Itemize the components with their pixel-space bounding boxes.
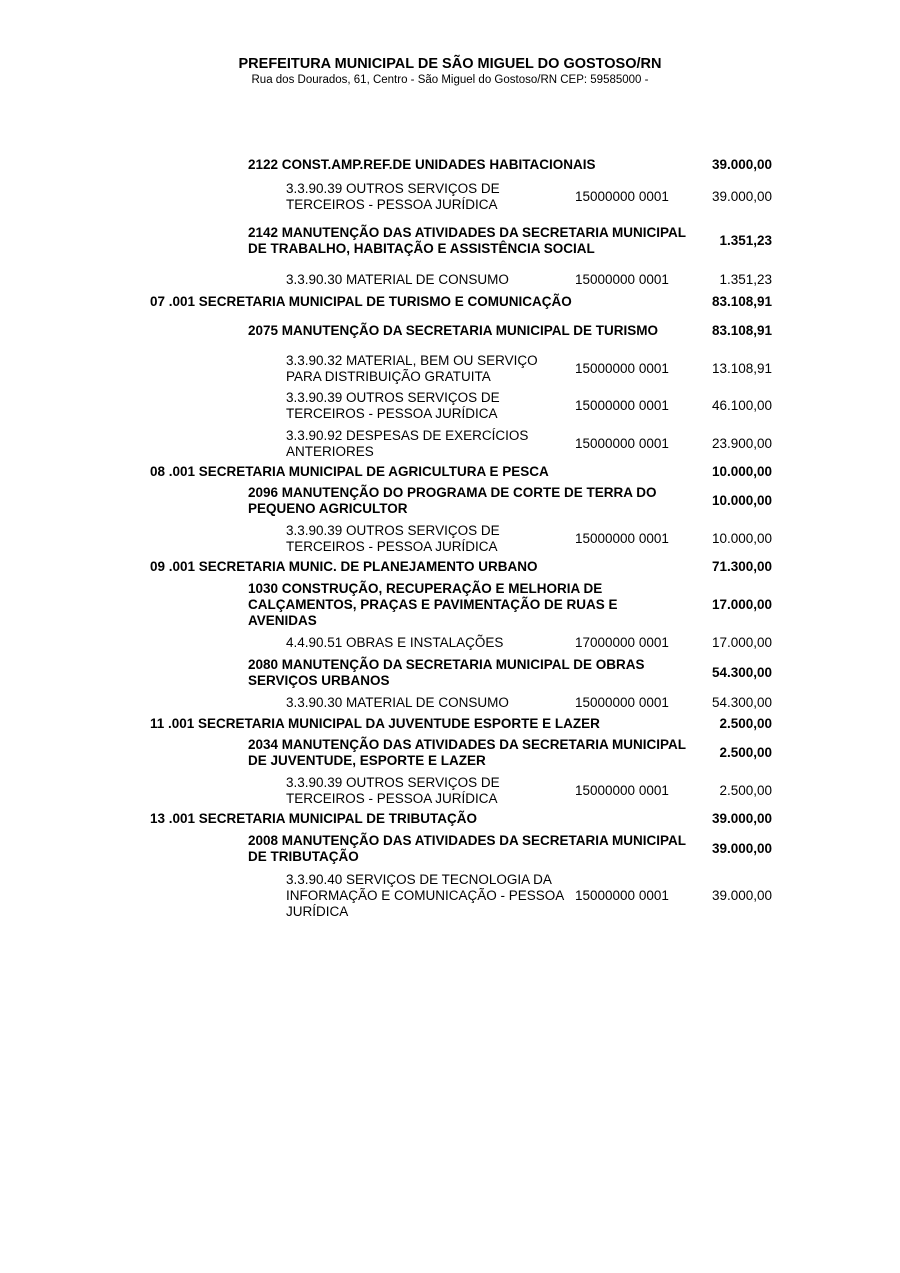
row-amount: 39.000,00: [711, 888, 772, 903]
row-label: 2008 MANUTENÇÃO DAS ATIVIDADES DA SECRETARIA MUNICIPAL DE TRIBUTAÇÃO: [248, 833, 686, 864]
row-amount: 71.300,00: [711, 559, 772, 574]
row-label: 07 .001 SECRETARIA MUNICIPAL DE TURISMO E COMUNICAÇÃO: [150, 294, 572, 309]
budget-row: [0, 520, 900, 557]
row-label: 09 .001 SECRETARIA MUNIC. DE PLANEJAMENTO URBANO: [150, 559, 538, 574]
row-label: 3.3.90.92 DESPESAS DE EXERCÍCIOS ANTERIORES: [286, 427, 529, 459]
budget-row: [0, 180, 900, 214]
row-amount: 54.300,00: [711, 665, 772, 680]
document-header: [0, 56, 900, 87]
budget-row: [0, 654, 900, 692]
budget-row: [0, 734, 900, 772]
row-label: 13 .001 SECRETARIA MUNICIPAL DE TRIBUTAÇÃO: [150, 811, 478, 826]
row-amount: 1.351,23: [719, 272, 772, 287]
budget-row: [0, 632, 900, 654]
row-label: 3.3.90.40 SERVIÇOS DE TECNOLOGIA DA INFORMAÇÃO E COMUNICAÇÃO - PESSOA JURÍDICA: [286, 872, 564, 919]
row-label: 2034 MANUTENÇÃO DAS ATIVIDADES DA SECRETARIA MUNICIPAL DE JUVENTUDE, ESPORTE E LAZER: [248, 737, 686, 768]
row-amount: 46.100,00: [711, 398, 772, 413]
budget-row: [0, 714, 900, 734]
row-label: 2096 MANUTENÇÃO DO PROGRAMA DE CORTE DE TERRA DO PEQUENO AGRICULTOR: [248, 485, 657, 516]
row-amount: 83.108,91: [711, 294, 772, 309]
row-fonte: 15000000 0001: [575, 695, 669, 710]
row-amount: 2.500,00: [719, 782, 772, 798]
budget-row: [0, 772, 900, 809]
row-fonte: 17000000 0001: [575, 635, 669, 650]
budget-row: [0, 150, 900, 180]
row-amount: 23.900,00: [711, 435, 772, 451]
row-label: 3.3.90.30 MATERIAL DE CONSUMO: [286, 272, 509, 287]
budget-row: [0, 482, 900, 520]
row-fonte: 15000000 0001: [575, 435, 669, 451]
row-label: 3.3.90.39 OUTROS SERVIÇOS DE TERCEIROS - PESSOA JURÍDICA: [286, 390, 500, 421]
row-amount: 39.000,00: [711, 841, 772, 856]
row-amount: 10.000,00: [711, 464, 772, 479]
row-label: 3.3.90.39 OUTROS SERVIÇOS DE TERCEIROS - PESSOA JURÍDICA: [286, 181, 500, 212]
row-fonte: 15000000 0001: [575, 888, 669, 903]
row-fonte: 15000000 0001: [575, 360, 669, 376]
row-amount: 1.351,23: [719, 233, 772, 248]
row-amount: 17.000,00: [711, 635, 772, 650]
budget-row: [0, 425, 900, 462]
row-amount: 39.000,00: [711, 811, 772, 826]
budget-row: [0, 829, 900, 869]
row-amount: 13.108,91: [711, 360, 772, 376]
row-amount: 83.108,91: [711, 323, 772, 338]
row-label: 3.3.90.32 MATERIAL, BEM OU SERVIÇO PARA DISTRIBUIÇÃO GRATUITA: [286, 352, 538, 384]
budget-row: [0, 869, 900, 923]
row-label: 11 .001 SECRETARIA MUNICIPAL DA JUVENTUDE ESPORTE E LAZER: [150, 716, 600, 731]
budget-row: [0, 350, 900, 387]
budget-row: [0, 692, 900, 714]
row-label: 4.4.90.51 OBRAS E INSTALAÇÕES: [286, 635, 504, 650]
budget-row: [0, 809, 900, 829]
budget-row: [0, 292, 900, 312]
row-fonte: 15000000 0001: [575, 530, 669, 546]
row-fonte: 15000000 0001: [575, 398, 669, 413]
row-amount: 54.300,00: [711, 695, 772, 710]
row-label: 2075 MANUTENÇÃO DA SECRETARIA MUNICIPAL DE TURISMO: [248, 323, 659, 338]
row-label: 3.3.90.39 OUTROS SERVIÇOS DE TERCEIROS - PESSOA JURÍDICA: [286, 522, 500, 554]
row-label: 2122 CONST.AMP.REF.DE UNIDADES HABITACIONAIS: [248, 157, 596, 172]
row-label: 2080 MANUTENÇÃO DA SECRETARIA MUNICIPAL DE OBRAS SERVIÇOS URBANOS: [248, 657, 645, 688]
row-amount: 39.000,00: [711, 189, 772, 204]
budget-row: [0, 462, 900, 482]
row-amount: 17.000,00: [711, 596, 772, 612]
budget-row: [0, 214, 900, 268]
row-label: 1030 CONSTRUÇÃO, RECUPERAÇÃO E MELHORIA DE CALÇAMENTOS, PRAÇAS E PAVIMENTAÇÃO DE RUAS E AVENIDAS: [248, 580, 618, 628]
row-amount: 2.500,00: [719, 716, 772, 731]
budget-row: [0, 577, 900, 632]
row-amount: 10.000,00: [711, 530, 772, 546]
row-label: 08 .001 SECRETARIA MUNICIPAL DE AGRICULTURA E PESCA: [150, 464, 549, 479]
row-amount: 10.000,00: [711, 493, 772, 508]
row-fonte: 15000000 0001: [575, 272, 669, 287]
row-amount: 2.500,00: [719, 745, 772, 760]
row-amount: 39.000,00: [711, 157, 772, 172]
row-label: 3.3.90.30 MATERIAL DE CONSUMO: [286, 695, 509, 710]
budget-row: [0, 268, 900, 292]
budget-row: [0, 557, 900, 577]
budget-row: [0, 312, 900, 350]
row-fonte: 15000000 0001: [575, 782, 669, 798]
municipality-title: PREFEITURA MUNICIPAL DE SÃO MIGUEL DO GOSTOSO/RN: [238, 56, 662, 72]
row-label: 2142 MANUTENÇÃO DAS ATIVIDADES DA SECRETARIA MUNICIPAL DE TRABALHO, HABITAÇÃO E ASSISTÊNCIA SOCIAL: [248, 225, 686, 256]
budget-row: [0, 387, 900, 425]
row-fonte: 15000000 0001: [575, 189, 669, 204]
municipality-address: Rua dos Dourados, 61, Centro - São Miguel do Gostoso/RN CEP: 59585000 -: [251, 74, 649, 86]
row-label: 3.3.90.39 OUTROS SERVIÇOS DE TERCEIROS - PESSOA JURÍDICA: [286, 774, 500, 806]
